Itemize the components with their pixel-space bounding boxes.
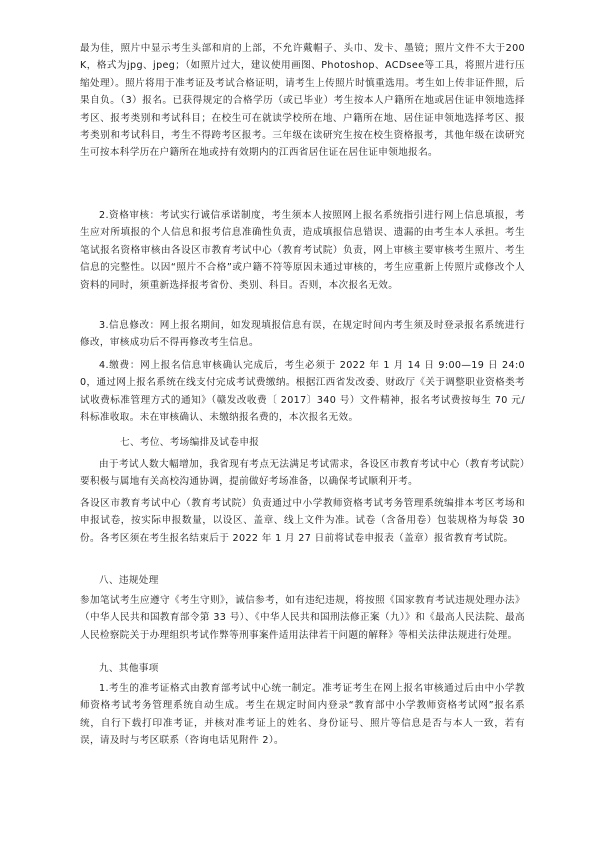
heading-section-9: 九、其他事项 (99, 663, 159, 674)
heading-section-8: 八、违规处理 (99, 575, 159, 586)
paragraph-qualification-review: 2.资格审核：考试实行诚信承诺制度，考生须本人按照网上报名系统指引进行网上信息填报，考生应对所填报的个人信息和报考信息准确性负责，造成填报信息错误、遗漏的由考生本人承担。考生笔试报名资格审核由各设区市教育考试中心（教育考试院）负责，网上审核主要审核考生照片、考生信息的完整性。以因“照片不合格”或户籍不符等原因未通过审核的，考生应重新上传照片或修改个人资料的同时，须重新选择报考省份、类别、科目。否则，本次报名无效。 (80, 210, 525, 291)
paragraph-admission-ticket: 1.考生的准考证格式由教育部考试中心统一制定。准考证考生在网上报名审核通过后由中小学教师资格考试考务管理系统自动生成。考生在规定时间内登录“教育部中小学教师资格考试网”报名系统，自行下载打印准考证，并核对准考证上的姓名、身份证号、照片等信息是否与本人一致，若有误，请及时与考区联系（咨询电话见附件 2）。 (80, 683, 525, 747)
heading-section-7: 七、考位、考场编排及试卷申报 (120, 437, 260, 448)
paragraph-payment: 4.缴费：网上报名信息审核确认完成后，考生必须于 2022 年 1 月 14 日 9:00—19 日 24:00，通过网上报名系统在线支付完成考试费缴纳。根据江西省发改委、财政厅《关于调整职业资格类考试收费标准管理方式的通知》（赣发改收费〔 2017〕340 号）文件精神，报名考试费按每生 70 元/科标准收取。未在审核确认、未缴纳报名费的，本次报名无效。 (80, 360, 525, 424)
paragraph-exam-demand: 由于考试人数大幅增加，我省现有考点无法满足考试需求，各设区市教育考试中心（教育考试院）要积极与属地有关高校沟通协调，提前做好考场准备，以确保考试顺利开考。 (80, 459, 525, 488)
paragraph-info-modification: 3.信息修改：网上报名期间，如发现填报信息有误，在规定时间内考生须及时登录报名系统进行修改，审核成功后不得再修改考生信息。 (80, 320, 525, 349)
paragraph-violation-handling: 参加笔试考生应遵守《考生守则》，诚信参考，如有违纪违规，将按照《国家教育考试违规处理办法》（中华人民共和国教育部令第 33 号）、《中华人民共和国刑法修正案（九）》和《最高人民法院、最高人民检察院关于办理组织考试作弊等刑事案件适用法律若干问题的解释》等相关法律法规进行处理。 (80, 595, 525, 641)
paragraph-exam-room-arrangement: 各设区市教育考试中心（教育考试院）负责通过中小学教师资格考试考务管理系统编排本考区考场和申报试卷，按实际申报数量，以设区、盖章、线上文件为准。试卷（含备用卷）包装规格为每袋 30 份。各考区须在考生报名结束后于 2022 年 1 月 27 日前将试卷申报表（盖章）报省教育考试院。 (80, 498, 525, 544)
paragraph-photo-requirements: 最为佳，照片中显示考生头部和肩的上部，不允许戴帽子、头巾、发卡、墨镜；照片文件不大于200K，格式为jpg、jpeg；（如照片过大，建议使用画图、Photoshop、ACDsee等工具，将照片进行压缩处理）。照片将用于准考证及考试合格证明，请考生上传照片时慎重选用。考生如上传非证件照，后果自负。（3）报名。已获得规定的合格学历（或已毕业）考生按本人户籍所在地或居住证申领地选择考区、报考类别和考试科目；在校生可在就读学校所在地、户籍所在地、居住证申领地选择考区、报考类别和考试科目，考生不得跨考区报考。三年级在读研究生按在校生资格报考，其他年级在读研究生可按本科学历在户籍所在地或持有效期内的江西省居住证在居住证申领地报名。 (80, 43, 525, 159)
